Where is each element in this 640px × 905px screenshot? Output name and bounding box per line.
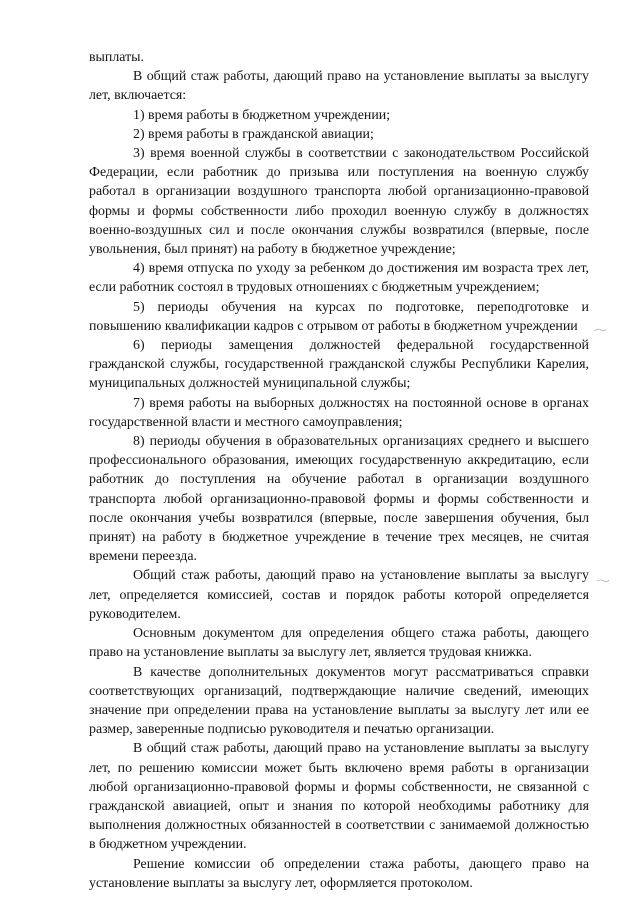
list-item-4: 4) время отпуска по уходу за ребенком до достижения им возраста трех лет, если работник состоял в трудовых отношениях с бюджетным учреждением; bbox=[89, 261, 589, 296]
list-item-2: 2) время работы в гражданской авиации; bbox=[133, 126, 374, 142]
paragraph-additional-documents: В качестве дополнительных документов могут рассматриваться справки соответствующих организаций, подтверждающие наличие сведений, имеющих значение при определении права на установление выплаты за выслугу лет или ее размер, заверенные подписью руководителя и печатью организации. bbox=[89, 664, 589, 738]
list-item-3: 3) время военной службы в соответствии с законодательством Российской Федерации, если работник до призыва или поступления на военную службу работал в организации воздушного транспорта любой организационно-правовой формы и формы собственности либо проходил военную службу в должностях военно-воздушных сил и после окончания службы возвратился (впервые, после увольнения, был принят) на работу в бюджетное учреждение; bbox=[89, 146, 589, 258]
paragraph-main-document: Основным документом для определения общего стажа работы, дающего право на установление выплаты за выслугу лет, является трудовая книжка. bbox=[89, 626, 589, 661]
paragraph-protocol: Решение комиссии об определении стажа работы, дающего право на установление выплаты за выслугу лет, оформляется протоколом. bbox=[89, 856, 589, 891]
paragraph-commission-decision-scope: В общий стаж работы, дающий право на установление выплаты за выслугу лет, по решению комиссии может быть включено время работы в организации любой организационно-правовой формы и формы собственности, не связанной с гражданской авиацией, опыт и знания по которой необходимы работнику для выполнения должностных обязанностей в соответствии с занимаемой должностью в бюджетном учреждении. bbox=[89, 741, 589, 853]
paragraph-stazh-intro: В общий стаж работы, дающий право на установление выплаты за выслугу лет, включается: bbox=[89, 69, 589, 104]
list-item-7: 7) время работы на выборных должностях на постоянной основе в органах государственной власти и местного самоуправления; bbox=[89, 395, 589, 430]
list-item-1: 1) время работы в бюджетном учреждении; bbox=[133, 107, 391, 123]
paragraph-commission: Общий стаж работы, дающий право на установление выплаты за выслугу лет, определяется комиссией, состав и порядок работы которой определяется руководителем. bbox=[89, 568, 589, 622]
list-item-6: 6) периоды замещения должностей федеральной государственной гражданской службы, государственной гражданской службы Республики Карелия, муниципальных должностей муниципальной службы; bbox=[89, 338, 589, 392]
list-item-5: 5) периоды обучения на курсах по подготовке, переподготовке и повышению квалификации кадров с отрывом от работы в бюджетном учреждении bbox=[89, 299, 589, 334]
list-item-8: 8) периоды обучения в образовательных организациях среднего и высшего профессионального образования, имеющих государственную аккредитацию, если работник до поступления на обучение работал в организации воздушного транспорта любой организационно-правовой формы и формы собственности и после окончания учебы возвратился (впервые, после завершения обучения, был принят) на работу в бюджетное учреждение в течение трех месяцев, не считая времени переезда. bbox=[89, 434, 589, 565]
scan-mark bbox=[593, 327, 607, 333]
paragraph-continuation: выплаты. bbox=[89, 50, 144, 65]
document-page bbox=[89, 48, 589, 893]
scan-mark bbox=[596, 578, 610, 584]
